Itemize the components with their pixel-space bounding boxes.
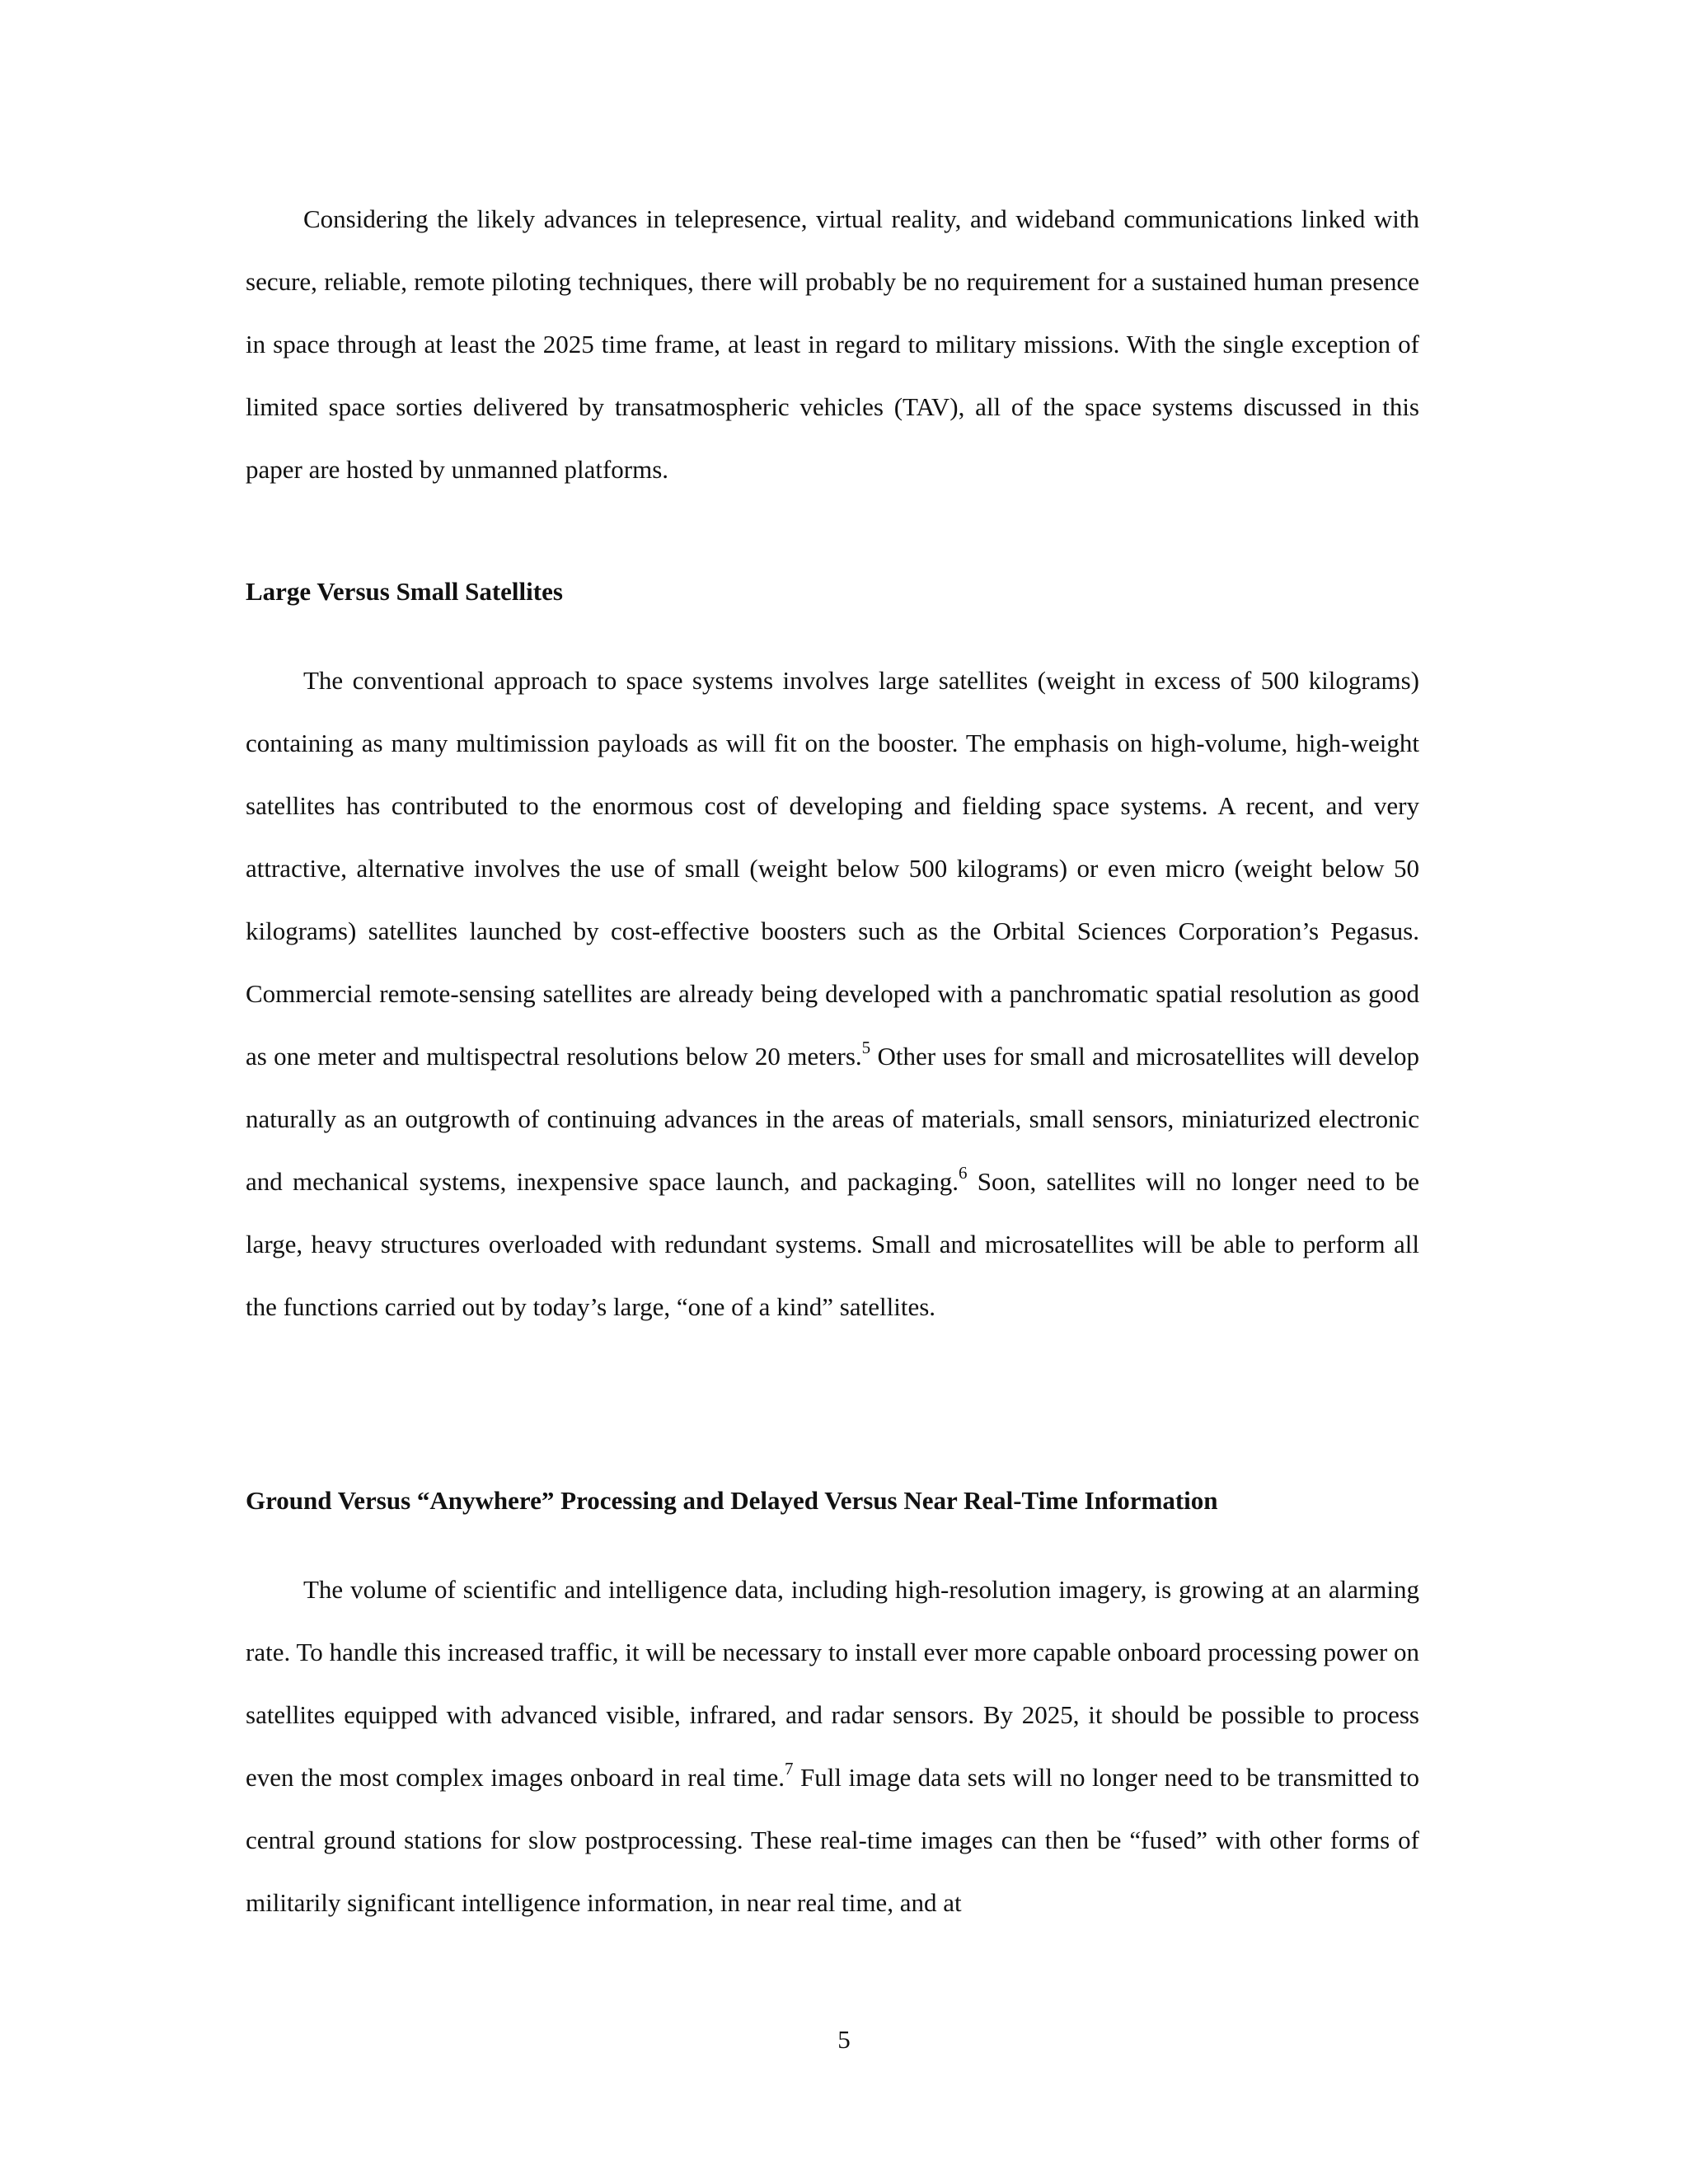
paragraph-satellite-size [246,649,1419,1338]
footnote-ref-7[interactable]: 7 [785,1758,794,1779]
page-number: 5 [837,2025,851,2054]
footnote-ref-6[interactable]: 6 [958,1162,968,1183]
paragraph-onboard-processing [246,1558,1419,1934]
paragraph-text: Full image data sets will no longer need to be transmitted to central ground stations for slow postprocessing. These real-time images can then be “fused” with other forms of militarily significant intelligence information, in near real time, and at [246,1763,1419,1917]
section-heading-large-vs-small-satellites: Large Versus Small Satellites [246,577,563,606]
paragraph-text: Other uses for small and microsatellites will develop naturally as an outgrowth of continuing advances in the areas of materials, small sensors, miniaturized electronic and mechanical systems, inexpensive space launch, and packaging. [246,1042,1419,1196]
paragraph-text: Soon, satellites will no longer need to be large, heavy structures overloaded with redundant systems. Small and microsatellites will be able to perform all the functions carried out by today’s large, “one of a kind” satellites. [246,1167,1419,1321]
paragraph-text: The conventional approach to space systems involves large satellites (weight in excess of 500 kilograms) containing as many multimission payloads as will fit on the booster. The emphasis on high-volume, high-weight satellites has contributed to the enormous cost of developing and fielding space systems. A recent, and very attractive, alternative involves the use of small (weight below 500 kilograms) or even micro (weight below 50 kilograms) satellites launched by cost-effective boosters such as the Orbital Sciences Corporation’s Pegasus. Commercial remote-sensing satellites are already being developed with a panchromatic spatial resolution as good as one meter and multispectral resolutions below 20 meters. [246,666,1419,1071]
paragraph-telepresence: Considering the likely advances in telepresence, virtual reality, and wideband communications linked with secure, reliable, remote piloting techniques, there will probably be no requirement for a sustained human presence in space through at least the 2025 time frame, at least in regard to military missions. With the single exception of limited space sorties delivered by transatmospheric vehicles (TAV), all of the space systems discussed in this paper are hosted by unmanned platforms. [246,204,1419,484]
footnote-ref-5[interactable]: 5 [861,1037,871,1057]
section-heading-ground-vs-anywhere-processing: Ground Versus “Anywhere” Processing and Delayed Versus Near Real-Time Information [246,1486,1218,1515]
paragraph-text: The volume of scientific and intelligence data, including high-resolution imagery, is growing at an alarming rate. To handle this increased traffic, it will be necessary to install ever more capable onboard processing power on satellites equipped with advanced visible, infrared, and radar sensors. By 2025, it should be possible to process even the most complex images onboard in real time. [246,1575,1419,1792]
